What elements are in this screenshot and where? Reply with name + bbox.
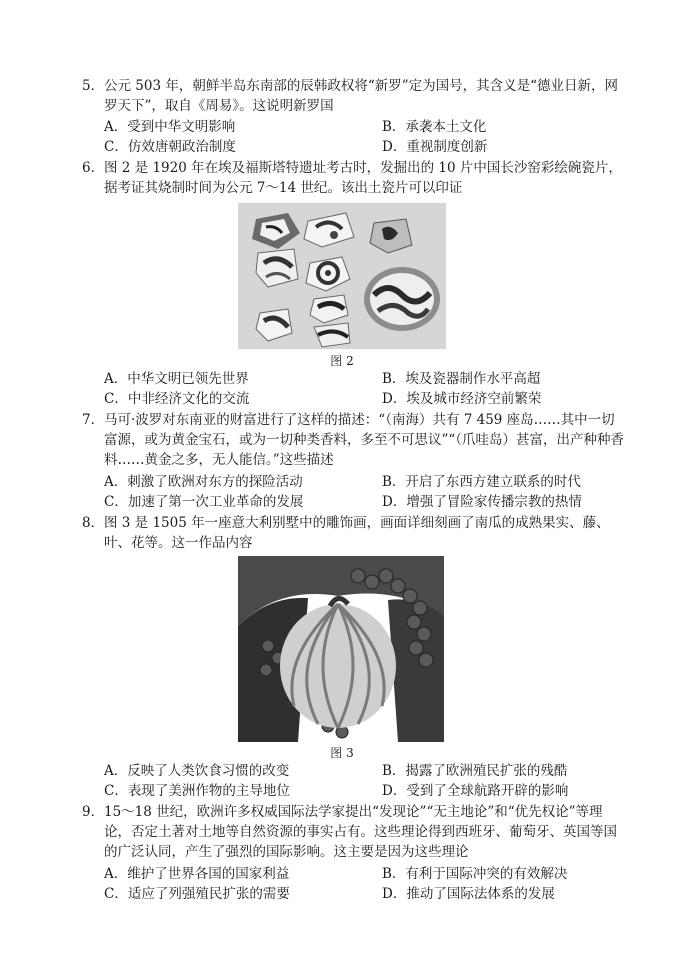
option-b[interactable]: B．埃及瓷器制作水平高超 bbox=[382, 371, 541, 387]
option-a[interactable]: A．反映了人类饮食习惯的改变 bbox=[104, 763, 290, 779]
option-d[interactable]: D．受到了全球航路开辟的影响 bbox=[382, 783, 569, 799]
pumpkin-relief-image bbox=[238, 556, 444, 742]
option-c[interactable]: C．适应了列强殖民扩张的需要 bbox=[104, 886, 290, 902]
figure-3-pumpkin-relief bbox=[238, 556, 444, 742]
question-9-options bbox=[104, 864, 624, 904]
question-8 bbox=[82, 513, 627, 553]
question-number: 8． bbox=[82, 515, 105, 531]
option-a[interactable]: A．刺激了欧洲对东方的探险活动 bbox=[104, 474, 303, 490]
option-c[interactable]: C．加速了第一次工业革命的发展 bbox=[104, 494, 304, 510]
porcelain-shards-image bbox=[238, 203, 446, 349]
figure-2-porcelain-shards bbox=[238, 203, 446, 349]
option-d[interactable]: D．推动了国际法体系的发展 bbox=[382, 886, 555, 902]
option-a[interactable]: A．维护了世界各国的国家利益 bbox=[104, 866, 290, 882]
option-b[interactable]: B．开启了东西方建立联系的时代 bbox=[382, 474, 581, 490]
question-8-options bbox=[104, 761, 624, 801]
question-number: 7． bbox=[82, 412, 105, 428]
option-c[interactable]: C．表现了美洲作物的主导地位 bbox=[104, 783, 290, 799]
option-c[interactable]: C．仿效唐朝政治制度 bbox=[104, 139, 236, 155]
question-7 bbox=[82, 410, 627, 470]
question-stem: 图 2 是 1920 年在埃及福斯塔特遗址考古时，发掘出的 10 片中国长沙窑彩绘碗瓷片，据考证其烧制时间为公元 7～14 世纪。该出土瓷片可以印证 bbox=[104, 160, 622, 196]
figure-2-caption: 图 2 bbox=[330, 354, 354, 368]
question-number: 6． bbox=[82, 160, 105, 176]
question-6-options bbox=[104, 369, 624, 409]
option-c[interactable]: C．中非经济文化的交流 bbox=[104, 391, 250, 407]
question-stem: 马可·波罗对东南亚的财富进行了这样的描述：“（南海）共有 7 459 座岛……其中一切富源，或为黄金宝石，或为一切种类香料，多至不可思议”“（爪哇岛）甚富，出产种种香料……黄金之多，无人能信。”这些描述 bbox=[104, 412, 625, 468]
option-b[interactable]: B．有利于国际冲突的有效解决 bbox=[382, 866, 568, 882]
option-b[interactable]: B．揭露了欧洲殖民扩张的残酷 bbox=[382, 763, 568, 779]
question-5-options bbox=[104, 117, 624, 157]
question-5 bbox=[82, 76, 627, 116]
option-b[interactable]: B．承袭本土文化 bbox=[382, 119, 487, 135]
question-stem: 图 3 是 1505 年一座意大利别墅中的雕饰画，画面详细刻画了南瓜的成熟果实、藤、叶、花等。这一作品内容 bbox=[104, 515, 610, 551]
question-9 bbox=[82, 802, 627, 862]
question-7-options bbox=[104, 472, 624, 512]
option-d[interactable]: D．重视制度创新 bbox=[382, 139, 488, 155]
question-stem: 15～18 世纪，欧洲许多权威国际法学家提出“发现论”“无主地论”和“优先权论”等理论，否定土著对土地等自然资源的事实占有。这些理论得到西班牙、葡萄牙、英国等国的广泛认同，产生了强烈的国际影响。这主要是因为这些理论 bbox=[104, 804, 617, 860]
question-6 bbox=[82, 158, 627, 198]
question-number: 5． bbox=[82, 78, 105, 94]
option-d[interactable]: D．埃及城市经济空前繁荣 bbox=[382, 391, 542, 407]
figure-3-caption: 图 3 bbox=[330, 746, 354, 760]
option-a[interactable]: A．中华文明已领先世界 bbox=[104, 371, 249, 387]
option-d[interactable]: D．增强了冒险家传播宗教的热情 bbox=[382, 494, 582, 510]
question-stem: 公元 503 年，朝鲜半岛东南部的辰韩政权将“新罗”定为国号，其含义是“德业日新，网罗天下”，取自《周易》。这说明新罗国 bbox=[104, 78, 619, 114]
option-a[interactable]: A．受到中华文明影响 bbox=[104, 119, 236, 135]
question-number: 9． bbox=[82, 804, 105, 820]
